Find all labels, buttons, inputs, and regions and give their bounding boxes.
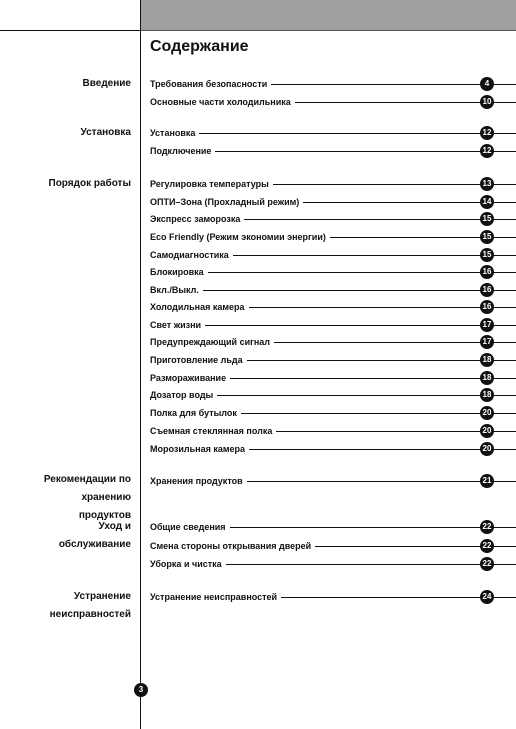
toc-entry[interactable] [150, 265, 516, 279]
section-line: Порядок работы [48, 178, 131, 189]
toc-entry-label: Уборка и чистка [150, 557, 226, 571]
page-number-badge: 20 [480, 442, 494, 456]
toc-entry-label: Вкл./Выкл. [150, 283, 203, 297]
toc-entry[interactable] [150, 442, 516, 456]
toc-entry[interactable] [150, 95, 516, 109]
toc-entry-label: Съемная стеклянная полка [150, 424, 276, 438]
page-number-badge: 12 [480, 126, 494, 140]
toc-entry[interactable] [150, 406, 516, 420]
section-troubleshooting [50, 588, 131, 624]
page-number: 3 [134, 683, 148, 697]
toc-entry-label: Приготовление льда [150, 353, 247, 367]
section-line: Уход и [98, 521, 131, 532]
toc-entry[interactable] [150, 335, 516, 349]
toc-entry[interactable] [150, 557, 516, 571]
toc-entry[interactable] [150, 77, 516, 91]
toc-entry-label: Установка [150, 126, 199, 140]
toc-entry[interactable] [150, 371, 516, 385]
section-operation [49, 175, 132, 193]
page-number-badge: 21 [480, 474, 494, 488]
toc-entry[interactable] [150, 144, 516, 158]
toc-entry-label: Требования безопасности [150, 77, 271, 91]
page-number-badge: 15 [480, 212, 494, 226]
toc-entry[interactable] [150, 177, 516, 191]
toc-entry-label: Eco Friendly (Режим экономии энергии) [150, 230, 330, 244]
page-title: Содержание [150, 38, 249, 55]
section-line: продуктов [78, 510, 131, 521]
page-number-badge: 14 [480, 195, 494, 209]
column-divider [140, 0, 141, 729]
leader-line [150, 133, 516, 134]
page-number-badge: 22 [480, 557, 494, 571]
toc-entry-label: ОПТИ–Зона (Прохладный режим) [150, 195, 303, 209]
section-care [59, 518, 131, 554]
page-number-badge: 4 [480, 77, 494, 91]
page-number-badge: 12 [480, 144, 494, 158]
section-intro [83, 75, 131, 93]
toc-entry-label: Экспресс заморозка [150, 212, 244, 226]
toc-entry[interactable] [150, 300, 516, 314]
toc-entry[interactable] [150, 353, 516, 367]
page-number-badge: 17 [480, 335, 494, 349]
page-number-badge: 13 [480, 177, 494, 191]
page-number-badge: 17 [480, 318, 494, 332]
page-number-badge: 22 [480, 520, 494, 534]
page-number-badge: 18 [480, 353, 494, 367]
toc-entry-label: Свет жизни [150, 318, 205, 332]
section-line: Рекомендации по [43, 474, 131, 485]
section-line: хранению [81, 492, 131, 503]
page-number-badge: 16 [480, 265, 494, 279]
page-number-badge: 20 [480, 406, 494, 420]
page-number-badge: 15 [480, 248, 494, 262]
section-installation [81, 124, 131, 142]
toc-entry[interactable] [150, 126, 516, 140]
toc-entry[interactable] [150, 212, 516, 226]
toc-entry-label: Блокировка [150, 265, 208, 279]
page-number-badge: 18 [480, 371, 494, 385]
toc-entry-label: Устранение неисправностей [150, 590, 281, 604]
toc-entry-label: Подключение [150, 144, 215, 158]
toc-entry[interactable] [150, 388, 516, 402]
page-number-badge: 22 [480, 539, 494, 553]
section-line: обслуживание [58, 539, 131, 550]
toc-entry-label: Основные части холодильника [150, 95, 295, 109]
page-number-badge: 18 [480, 388, 494, 402]
page-number-badge: 20 [480, 424, 494, 438]
leader-line [150, 290, 516, 291]
section-line: неисправностей [49, 609, 131, 620]
toc-entry[interactable] [150, 474, 516, 488]
toc-entry[interactable] [150, 195, 516, 209]
section-storage [44, 471, 131, 525]
toc-entry-label: Дозатор воды [150, 388, 217, 402]
toc-entry-label: Хранения продуктов [150, 474, 247, 488]
toc-entry-label: Предупреждающий сигнал [150, 335, 274, 349]
section-line: Установка [80, 127, 131, 138]
page-number-badge: 24 [480, 590, 494, 604]
page-number-badge: 10 [480, 95, 494, 109]
section-line: Введение [82, 78, 131, 89]
page-number-badge: 15 [480, 230, 494, 244]
toc-entry-label: Полка для бутылок [150, 406, 241, 420]
page-number-badge: 16 [480, 283, 494, 297]
header-rule [0, 30, 141, 31]
toc-entry-label: Морозильная камера [150, 442, 249, 456]
toc-entry[interactable] [150, 520, 516, 534]
toc-entry[interactable] [150, 283, 516, 297]
toc-entry-label: Холодильная камера [150, 300, 249, 314]
page-number-badge: 16 [480, 300, 494, 314]
toc-entry-label: Самодиагностика [150, 248, 233, 262]
toc-entry[interactable] [150, 248, 516, 262]
toc-entry[interactable] [150, 539, 516, 553]
header-bar [141, 0, 516, 31]
toc-entry[interactable] [150, 590, 516, 604]
toc-entry-label: Регулировка температуры [150, 177, 273, 191]
toc-entry[interactable] [150, 318, 516, 332]
toc-entry-label: Размораживание [150, 371, 230, 385]
toc-entry-label: Общие сведения [150, 520, 230, 534]
toc-entry[interactable] [150, 230, 516, 244]
toc-entry[interactable] [150, 424, 516, 438]
section-line: Устранение [73, 591, 131, 602]
toc-entry-label: Смена стороны открывания дверей [150, 539, 315, 553]
